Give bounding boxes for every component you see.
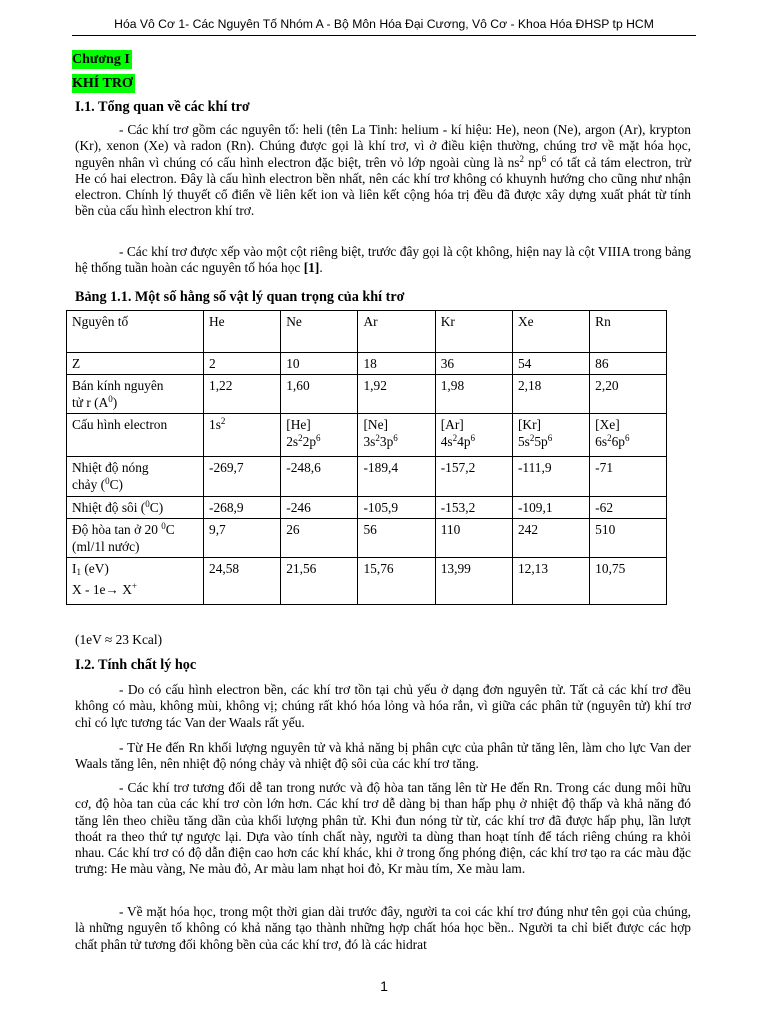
table-cell: 10,75: [590, 558, 667, 605]
chapter-title: KHÍ TRƠ: [72, 76, 133, 91]
table-cell: 15,76: [358, 558, 435, 605]
row-label: Z: [67, 353, 204, 375]
row-label: Bán kính nguyên tử r $(A^0)$: [67, 375, 204, 414]
table-note: (1eV ≈ 23 Kcal): [75, 632, 163, 647]
table-row-melting: [67, 457, 667, 497]
table-header-cell: Ar: [358, 311, 435, 353]
table-cell: -269,7: [204, 457, 281, 497]
table-cell: [Ar] $4s^24p^6$: [435, 414, 512, 457]
table-header-cell: He: [204, 311, 281, 353]
table-cell: 1,98: [435, 375, 512, 414]
table-cell: 9,7: [204, 519, 281, 558]
table-cell: -109,1: [512, 497, 589, 519]
table-cell: $1s^2$: [204, 414, 281, 457]
table-cell: 510: [590, 519, 667, 558]
table-cell: 2: [204, 353, 281, 375]
table-cell: 56: [358, 519, 435, 558]
table-row-boiling: [67, 497, 667, 519]
table-cell: -71: [590, 457, 667, 497]
table-cell: 86: [590, 353, 667, 375]
row-label: Nhiệt độ nóng chảy ($^0$C): [67, 457, 204, 497]
table-cell: 2,20: [590, 375, 667, 414]
table-cell: 18: [358, 353, 435, 375]
table-cell: 13,99: [435, 558, 512, 605]
table-cell: 1,22: [204, 375, 281, 414]
table-cell: 242: [512, 519, 589, 558]
table-header-row: [67, 311, 667, 353]
table-cell: -111,9: [512, 457, 589, 497]
paragraph-overview-2: - Các khí trơ được xếp vào một cột riêng biệt, trước đây gọi là cột không, hiện nay là cột VIIIA trong bảng hệ thống tuần hoàn các nguyên tố hóa học [1].: [75, 244, 691, 276]
table-header-cell: Nguyên tố: [67, 311, 204, 353]
table-cell: [He] $2s^22p^6$: [281, 414, 358, 457]
noble-gas-constants-table: [66, 310, 667, 605]
chapter-label: Chương I: [72, 52, 130, 67]
label-line: Nhiệt độ nóng: [72, 460, 149, 475]
table-cell: -248,6: [281, 457, 358, 497]
table-cell: 21,56: [281, 558, 358, 605]
table-row-z: [67, 353, 667, 375]
table-header-cell: Xe: [512, 311, 589, 353]
paragraph-physical-4: - Về mặt hóa học, trong một thời gian dài trước đây, người ta coi các khí trơ đúng như tên gọi của chúng, là những nguyên tố không có khả năng tạo thành những hợp chất hóa học bền.. Người ta chỉ biết được các hợp chất phân tử tương đối không bền của các khí trơ, đó là các hidrat: [75, 904, 691, 952]
citation-ref: [1]: [303, 260, 320, 276]
table-header-cell: Ne: [281, 311, 358, 353]
table-cell: 12,13: [512, 558, 589, 605]
paragraph-physical-2: - Từ He đến Rn khối lượng nguyên tử và khả năng bị phân cực của phân tử tăng lên, làm cho lực Van der Waals tăng lên, nên nhiệt độ nóng chảy và nhiệt độ sôi của các khí trơ tăng.: [75, 740, 691, 772]
table-cell: -268,9: [204, 497, 281, 519]
table-cell: -189,4: [358, 457, 435, 497]
table-row-solubility: [67, 519, 667, 558]
table-cell: -157,2: [435, 457, 512, 497]
label-line: Bán kính nguyên: [72, 378, 164, 393]
table-cell: -62: [590, 497, 667, 519]
paragraph-physical-3: - Các khí trơ tương đối dễ tan trong nước và độ hòa tan tăng lên từ He đến Rn. Trong các dung môi hữu cơ, độ hòa tan của các khí trơ còn lớn hơn. Các khí trơ dễ dàng bị than hấp phụ ở nhiệt độ thấp và khả năng đó tăng lên theo chiều tăng dần của khối lượng phân tử. Khi đun nóng từ từ, các khí trơ đã được hấp phụ, lần lượt thoát ra theo thứ tự ngược lại. Dựa vào tính chất này, người ta dùng than hoạt tính để tách riêng chúng ra khỏi nhau. Các khí trơ có độ dẫn điện cao hơn các khí khác, khi ở trong ống phóng điện, các khí trơ tạo ra các màu đặc trưng: He màu vàng, Ne màu đỏ, Ar màu lam nhạt hoi đỏ, Kr màu tím, Xe màu lam.: [75, 780, 691, 877]
table-row-radius: [67, 375, 667, 414]
table-cell: [Xe] $6s^26p^6$: [590, 414, 667, 457]
section-heading-overview: I.1. Tổng quan về các khí trơ: [75, 99, 250, 115]
table-cell: 1,60: [281, 375, 358, 414]
paragraph-physical-1: - Do có cấu hình electron bền, các khí trơ tồn tại chủ yếu ở dạng đơn nguyên tử. Tất cả các khí trơ đều không có màu, không mùi, không vị; chúng rất khó hóa lỏng và hóa rắn, vì giữa các phân tử (nguyên tử) khí trơ chỉ có lực tương tác Van der Waals rất yếu.: [75, 682, 691, 730]
row-label: Cấu hình electron: [67, 414, 204, 457]
paragraph-overview-1: - Các khí trơ gồm các nguyên tố: heli (tên La Tinh: helium - kí hiệu: He), neon (Ne), argon (Ar), krypton (Kr), xenon (Xe) và radon (Rn). Chúng được gọi là khí trơ, vì ở điều kiện thường, chúng trơ về mặt hóa học, nguyên nhân vì chúng có cấu hình electron đặc biệt, trên vỏ lớp ngoài cùng là $ns^2$ $np^6$ có tất cả tám electron, trừ He có hai electron. Đây là cấu hình electron bền nhất, nên các khí trơ không có khuynh hướng cho cũng như nhận electron. Chính lý thuyết cổ điển về liên kết ion và liên kết cộng hóa trị đều đã được xây dựng xuất phát từ tính bền của cấu hình electron khí trơ.: [75, 122, 691, 219]
table-header-cell: Rn: [590, 311, 667, 353]
table-cell: 36: [435, 353, 512, 375]
table-row-config: [67, 414, 667, 457]
row-label: Nhiệt độ sôi ($^0$C): [67, 497, 204, 519]
table-row-ionization: [67, 558, 667, 605]
table-cell: 110: [435, 519, 512, 558]
table-cell: -153,2: [435, 497, 512, 519]
table-cell: [Ne] $3s^23p^6$: [358, 414, 435, 457]
table-caption: Bảng 1.1. Một số hằng số vật lý quan trọng của khí trơ: [75, 289, 405, 305]
page-number: 1: [380, 978, 388, 994]
table-cell: -105,9: [358, 497, 435, 519]
table-cell: [Kr] $5s^25p^6$: [512, 414, 589, 457]
table-cell: 54: [512, 353, 589, 375]
table-header-cell: Kr: [435, 311, 512, 353]
row-label: $I_1$ (eV) X - 1e→ X+: [67, 558, 204, 605]
table-cell: 26: [281, 519, 358, 558]
section-heading-physical: I.2. Tính chất lý học: [75, 657, 197, 673]
table-cell: 1,92: [358, 375, 435, 414]
table-cell: -246: [281, 497, 358, 519]
table-cell: 24,58: [204, 558, 281, 605]
row-label: Độ hòa tan ở 20 $^0$C (ml/1l nước): [67, 519, 204, 558]
table-cell: 2,18: [512, 375, 589, 414]
table-cell: 10: [281, 353, 358, 375]
running-header: Hóa Vô Cơ 1- Các Nguyên Tố Nhóm A - Bộ Môn Hóa Đại Cương, Vô Cơ - Khoa Hóa ĐHSP tp HCM: [72, 16, 696, 36]
